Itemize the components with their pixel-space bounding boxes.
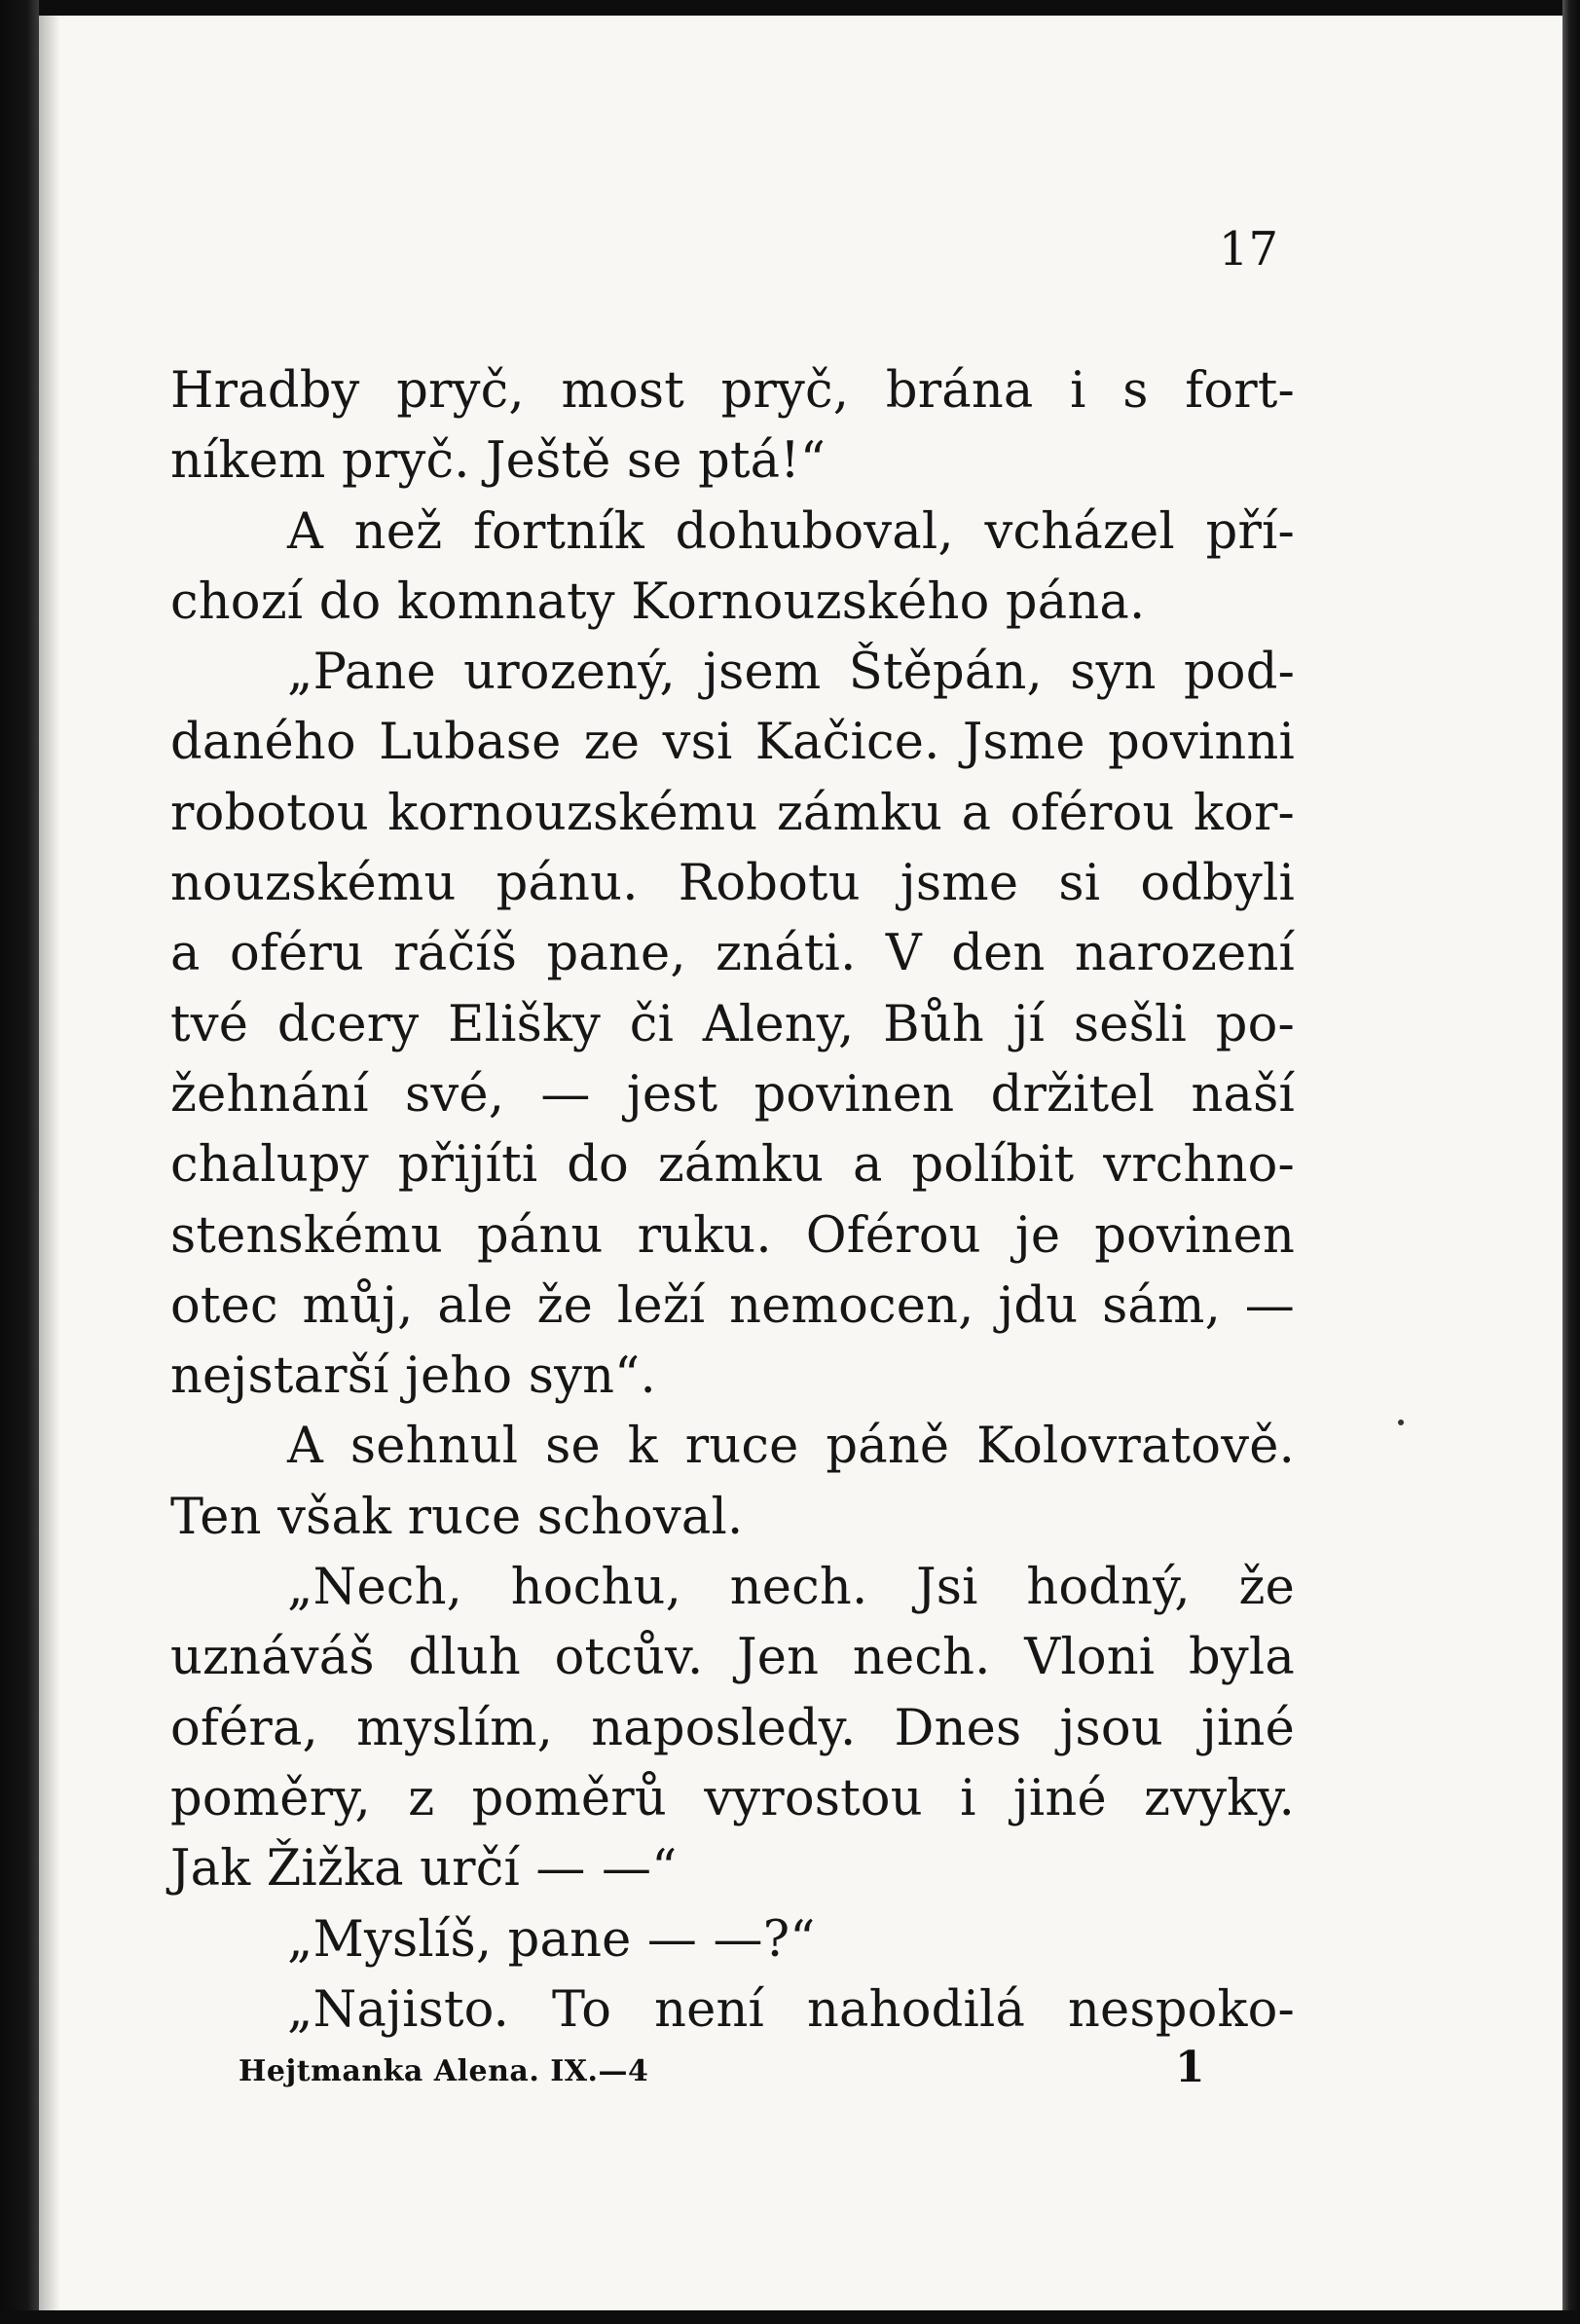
text-line: žehnání své, — jest povinen držitel naší	[170, 1065, 1295, 1124]
text-line: otec můj, ale že leží nemocen, jdu sám, —	[170, 1276, 1295, 1335]
printer-signature: Hejtmanka Alena. IX.—4	[239, 2054, 649, 2088]
text-line: „Pane urozený, jsem Štěpán, syn pod-	[287, 644, 1295, 702]
text-line: poměry, z poměrů vyrostou i jiné zvyky.	[170, 1769, 1295, 1827]
text-line: stenskému pánu ruku. Oférou je povinen	[170, 1206, 1295, 1265]
text-line: níkem pryč. Ještě se ptá!“	[170, 432, 827, 491]
text-line: nouzskému pánu. Robotu jsme si odbyli	[170, 855, 1295, 913]
text-line: A sehnul se k ruce páně Kolovratově.	[287, 1418, 1295, 1476]
text-line: tvé dcery Elišky či Aleny, Bůh jí sešli po-	[170, 995, 1295, 1053]
text-line: A než fortník dohuboval, vcházel pří-	[287, 502, 1295, 561]
text-line: robotou kornouzskému zámku a oférou kor-	[170, 784, 1295, 842]
scan-border-top	[0, 0, 1580, 16]
text-line: daného Lubase ze vsi Kačice. Jsme povinni	[170, 714, 1295, 772]
body-text	[170, 356, 1295, 2046]
text-line: oféra, myslím, naposledy. Dnes jsou jiné	[170, 1699, 1295, 1757]
text-line: nejstarší jeho syn“.	[170, 1347, 656, 1406]
sheet-number: 1	[1175, 2043, 1205, 2092]
scan-border-left	[0, 0, 39, 2324]
spine-shadow	[39, 16, 60, 2310]
scan-border-right	[1562, 0, 1580, 2324]
text-line: Hradby pryč, most pryč, brána i s fort-	[170, 362, 1295, 420]
page-number: 17	[1218, 222, 1278, 277]
text-line: uznáváš dluh otcův. Jen nech. Vloni byla	[170, 1629, 1295, 1687]
text-line: „Myslíš, pane — —?“	[287, 1910, 816, 1969]
text-line: „Najisto. To není nahodilá nespoko-	[287, 1980, 1295, 2039]
text-line: Ten však ruce schoval.	[170, 1488, 744, 1546]
scan-border-bottom	[0, 2310, 1580, 2324]
text-line: „Nech, hochu, nech. Jsi hodný, že	[287, 1559, 1295, 1617]
text-line: chalupy přijíti do zámku a políbit vrchno-	[170, 1136, 1295, 1195]
text-line: chozí do komnaty Kornouzského pána.	[170, 572, 1146, 631]
text-line: a oféru ráčíš pane, znáti. V den narození	[170, 925, 1295, 983]
text-line: Jak Žižka určí — —“	[170, 1840, 678, 1899]
scan-speck	[1398, 1420, 1404, 1425]
